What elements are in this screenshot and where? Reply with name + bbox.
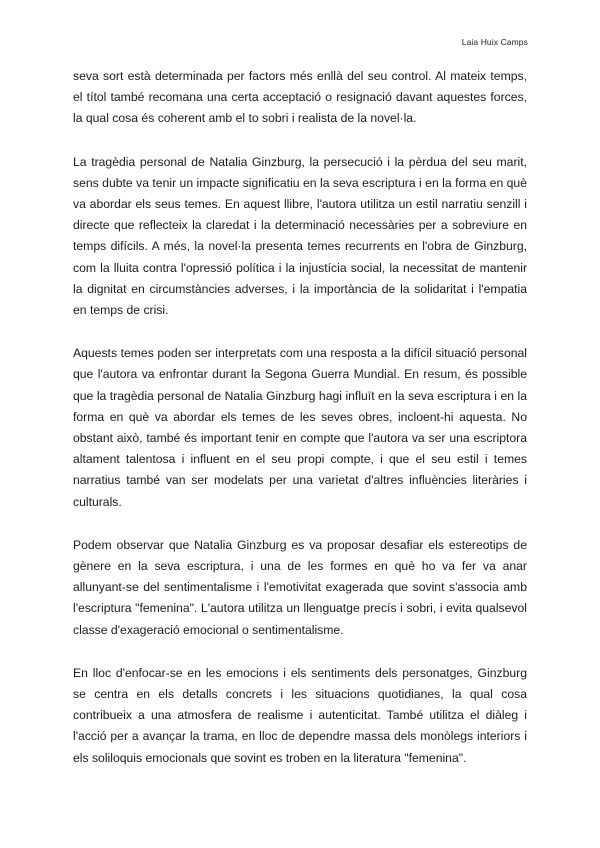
paragraph-5: En lloc d'enfocar-se en les emocions i els sentiments dels personatges, Ginzburg se centra en els detalls concrets i les situacions quotidianes, la qual cosa contribueix a una atmosfera de realisme i autenticitat. També utilitza el diàleg i l'acció per a avançar la trama, en lloc de dependre massa dels monòlegs interiors i els soliloquis emocionals que sovint es troben en la literatura "femenina". — [73, 665, 527, 765]
document-body — [73, 66, 527, 791]
paragraph-2: La tragèdia personal de Natalia Ginzburg, la persecució i la pèrdua del seu marit, sens dubte va tenir un impacte significatiu en la seva escriptura i en la forma en què va abordar els seus temes. En aquest llibre, l'autora utilitza un estil narratiu senzill i directe que reflecteix la claredat i la determinació necessàries per a sobreviure en temps difícils. A més, la novel·la presenta temes recurrents en l'obra de Ginzburg, com la lluita contra l'opressió política i la injustícia social, la necessitat de mantenir la dignitat en circumstàncies adverses, i la importància de la solidaritat i l'empatia en temps de crisi. — [73, 154, 527, 318]
paragraph-4: Podem observar que Natalia Ginzburg es va proposar desafiar els estereotips de gènere en la seva escriptura, i una de les formes en què ho va fer va anar allunyant-se del sentimentalisme i l'emotivitat exagerada que sovint s'associa amb l'escriptura "femenina". L'autora utilitza un llenguatge precís i sobri, i evita qualsevol classe d'exageració emocional o sentimentalisme. — [73, 537, 527, 637]
paragraph-1: seva sort està determinada per factors més enllà del seu control. Al mateix temps, el títol també recomana una certa acceptació o resignació davant aquestes forces, la qual cosa és coherent amb el to sobri i realista de la novel·la. — [73, 69, 527, 126]
page-header-author: Laia Huix Camps — [461, 37, 528, 47]
paragraph-3: Aquests temes poden ser interpretats com una resposta a la difícil situació personal que l'autora va enfrontar durant la Segona Guerra Mundial. En resum, és possible que la tragèdia personal de Natalia Ginzburg hagi influït en la seva escriptura i en la forma en què va abordar els temes de les seves obres, incloent-hi aquesta. No obstant això, també és important tenir en compte que l'autora va ser una escriptora altament talentosa i influent en el seu propi compte, i que el seu estil i temes narratius també van ser modelats per una varietat d'altres influències literàries i culturals. — [73, 346, 527, 509]
